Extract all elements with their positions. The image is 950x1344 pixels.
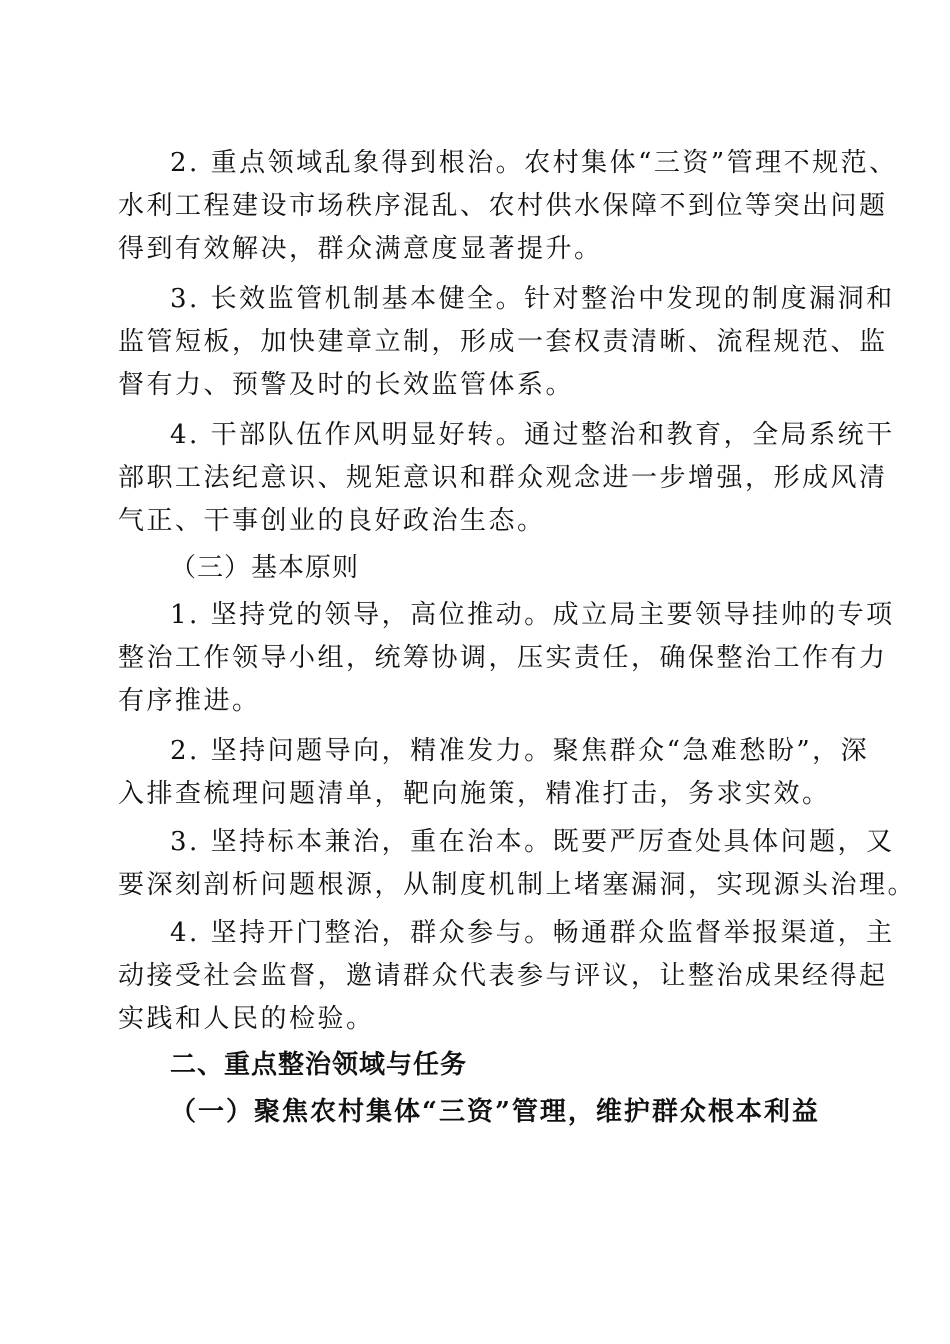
paragraph-line: 入排查梳理问题清单，靶向施策，精准打击，务求实效。 — [118, 779, 831, 809]
paragraph-line: 监管短板，加快建章立制，形成一套权责清晰、流程规范、监 — [118, 327, 888, 357]
paragraph-line: 整治工作领导小组，统筹协调，压实责任，确保整治工作有力 — [118, 643, 888, 673]
paragraph-line: 气正、干事创业的良好政治生态。 — [118, 506, 546, 536]
paragraph-line: 4. 干部队伍作风明显好转。通过整治和教育，全局系统干 — [170, 420, 895, 450]
paragraph-line: 有序推进。 — [118, 686, 261, 716]
paragraph-line: 2. 重点领域乱象得到根治。农村集体“三资”管理不规范、 — [170, 148, 898, 178]
paragraph-line: 部职工法纪意识、规矩意识和群众观念进一步增强，形成风清 — [118, 463, 888, 493]
paragraph-line: 要深刻剖析问题根源，从制度机制上堵塞漏洞，实现源头治理。 — [118, 870, 917, 900]
paragraph-line: 动接受社会监督，邀请群众代表参与评议，让整治成果经得起 — [118, 961, 888, 991]
paragraph-line: 实践和人民的检验。 — [118, 1004, 375, 1034]
section-heading: 二、重点整治领域与任务 — [170, 1050, 468, 1080]
paragraph-line: 3. 坚持标本兼治，重在治本。既要严厉查处具体问题，又 — [170, 827, 895, 857]
paragraph-line: 4. 坚持开门整治，群众参与。畅通群众监督举报渠道，主 — [170, 918, 895, 948]
section-subheading: （一）聚焦农村集体“三资”管理，维护群众根本利益 — [170, 1097, 820, 1127]
paragraph-line: 得到有效解决，群众满意度显著提升。 — [118, 234, 603, 264]
paragraph-line: 1. 坚持党的领导，高位推动。成立局主要领导挂帅的专项 — [170, 600, 895, 630]
paragraph-line: 3. 长效监管机制基本健全。针对整治中发现的制度漏洞和 — [170, 284, 895, 314]
paragraph-line: 督有力、预警及时的长效监管体系。 — [118, 370, 575, 400]
paragraph-line: 2. 坚持问题导向，精准发力。聚焦群众“急难愁盼”，深 — [170, 736, 870, 766]
paragraph-line: 水利工程建设市场秩序混乱、农村供水保障不到位等突出问题 — [118, 191, 888, 221]
section-subheading: （三）基本原则 — [170, 553, 360, 583]
